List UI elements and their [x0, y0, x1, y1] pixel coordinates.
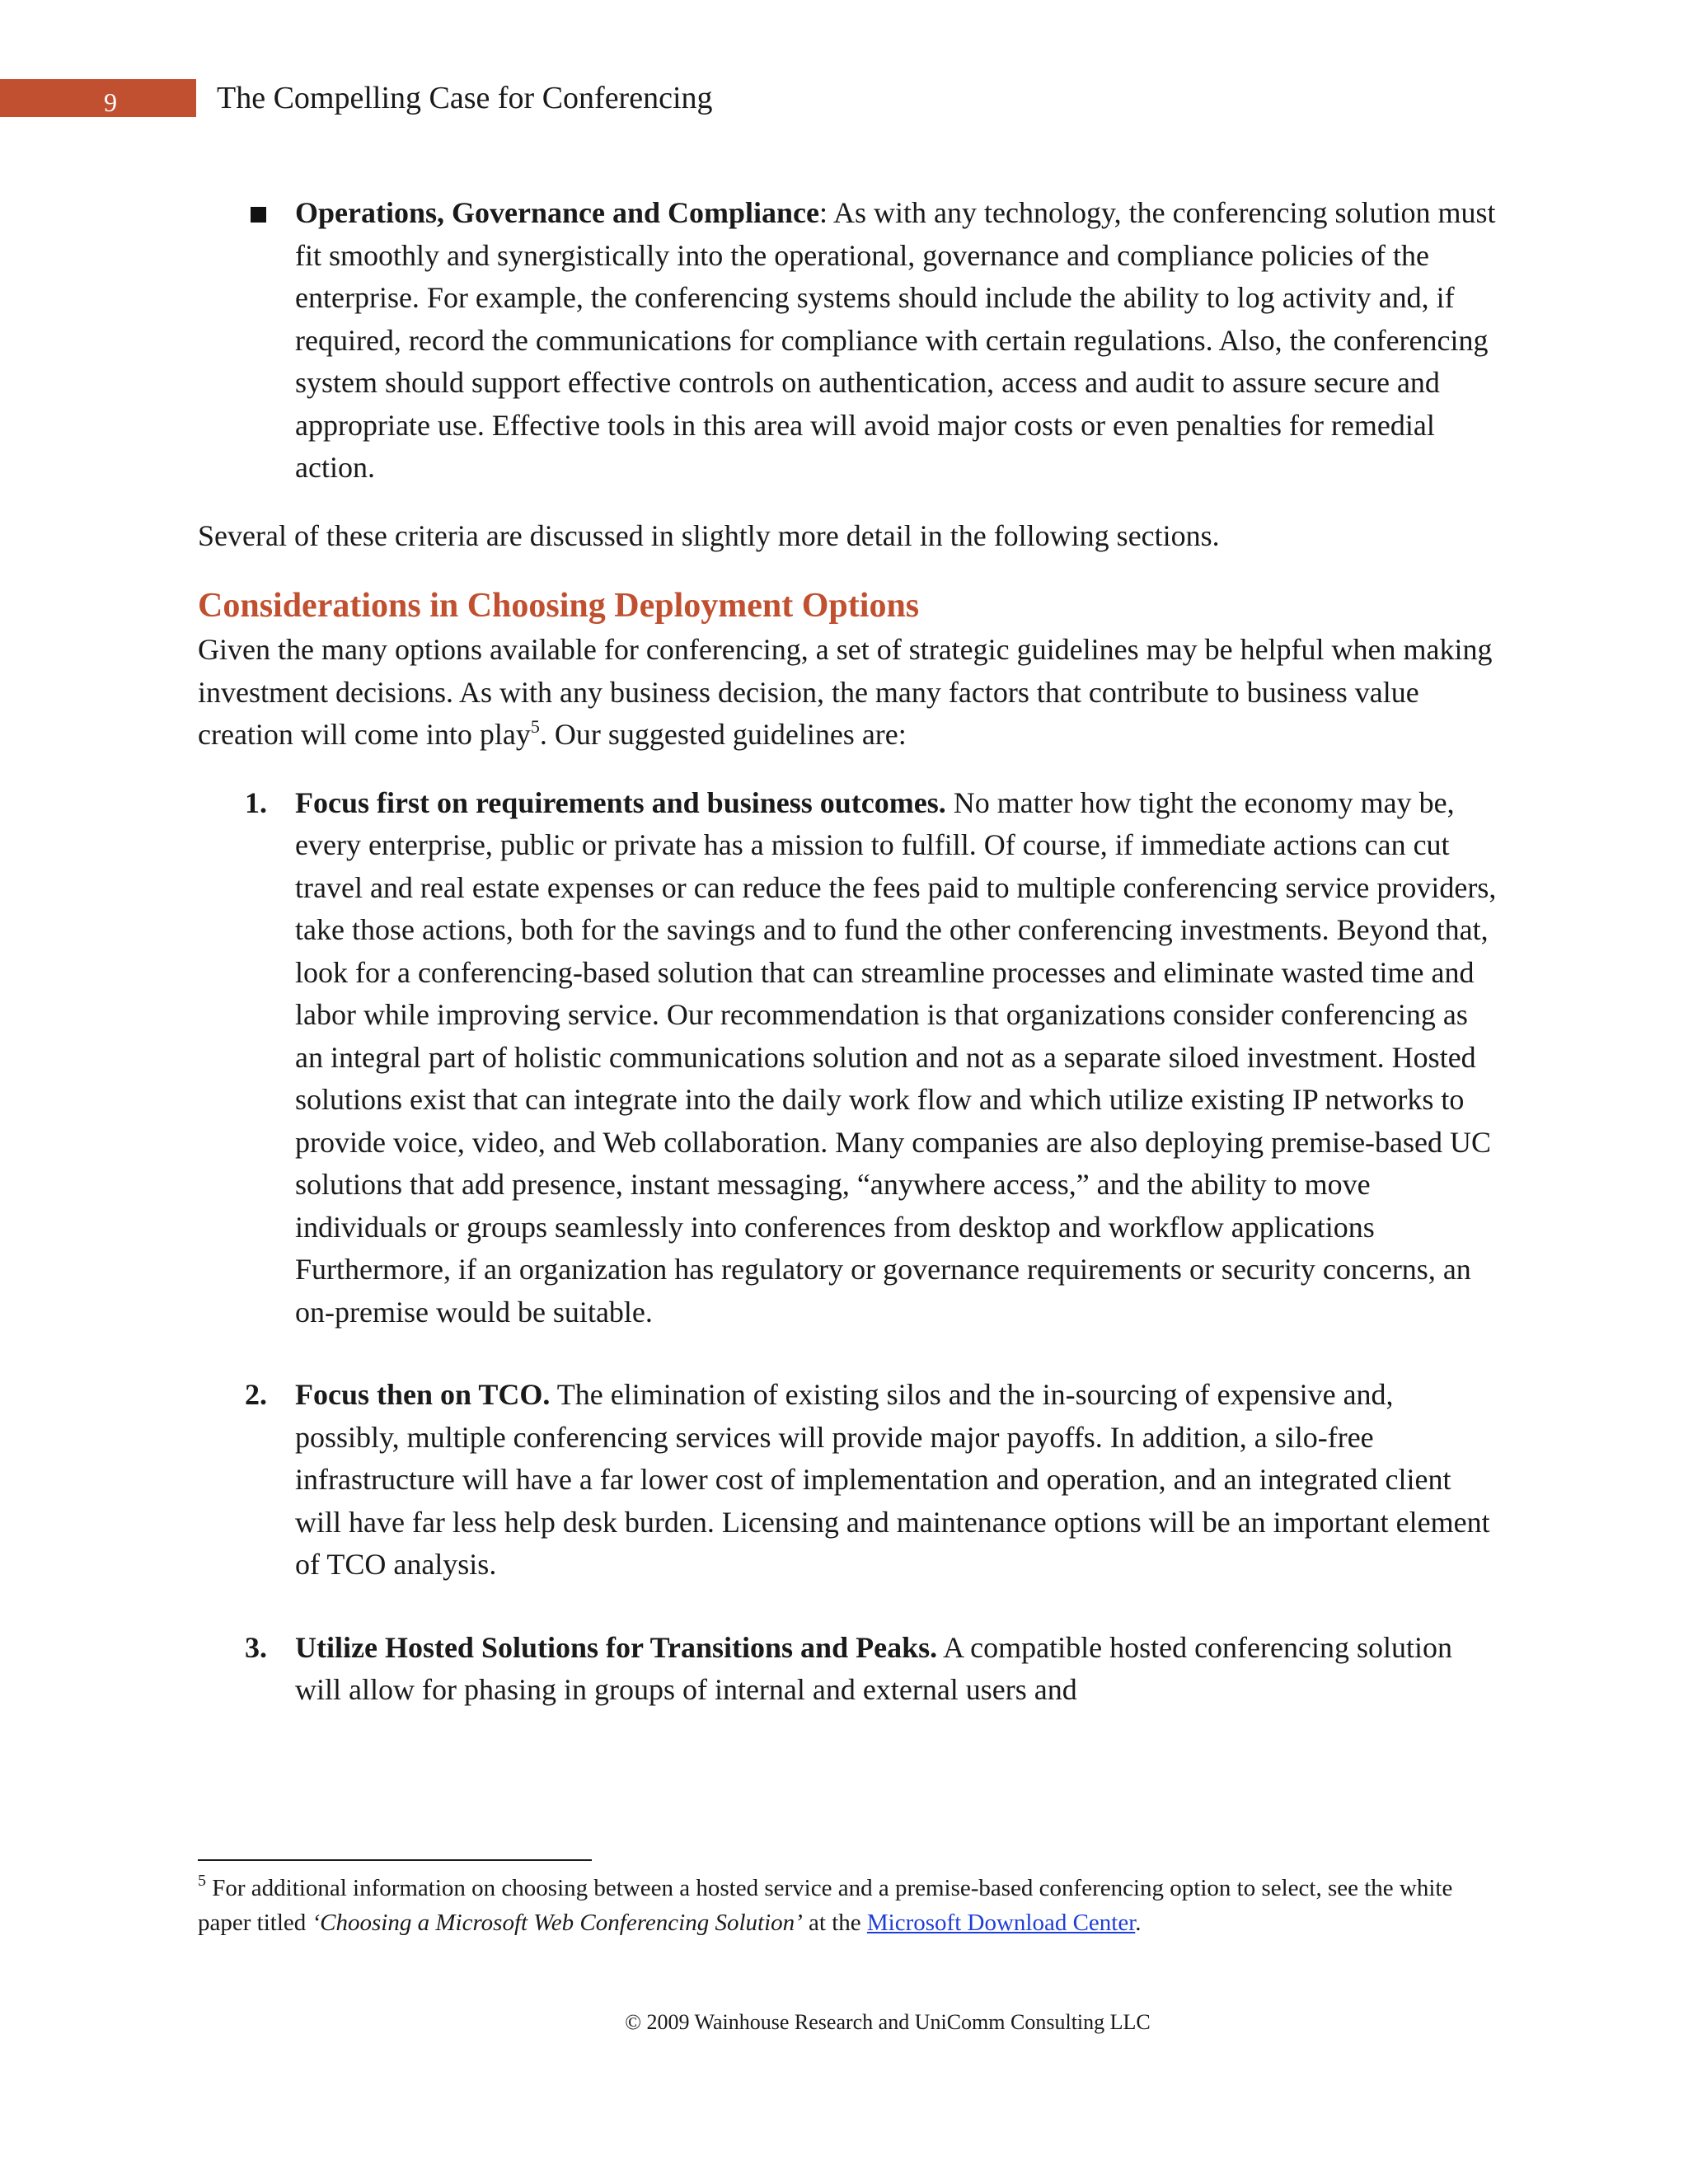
list-text: No matter how tight the economy may be, every enterprise, public or private has a mission to fulfill. Of course, if immediate actions can cut travel and real estate expenses or can reduce the fees paid to multiple conferencing service providers, take those actions, both for the savings and to fund the other conferencing investments. Beyond that, look for a conferencing-based solution that can streamline processes and eliminate wasted time and labor while improving service. Our recommendation is that organizations consider conferencing as an integral part of holistic communications solution and not as a separate siloed investment. Hosted solutions exist that can integrate into the daily work flow and which utilize existing IP networks to provide voice, video, and Web collaboration. Many companies are also deploying premise-based UC solutions that add presence, instant messaging, “anywhere access,” and the ability to move individuals or groups seamlessly into conferences from desktop and workflow applications Furthermore, if an organization has regulatory or governance requirements or security concerns, an on-premise would be suitable.: [295, 785, 1497, 1329]
list-item: [198, 782, 1500, 1334]
footnote-text-end: .: [1135, 1910, 1142, 1936]
section-heading: Considerations in Choosing Deployment Options: [198, 587, 920, 625]
main-content: [198, 192, 1500, 1712]
page-number: 9: [104, 87, 117, 117]
intro-text: Given the many options available for conferencing, a set of strategic guidelines may be helpful when making investment decisions. As with any business decision, the many factors that contribute to business value creation will come into play: [198, 633, 1493, 751]
list-number: 1.: [245, 785, 267, 819]
list-item: [198, 1627, 1500, 1712]
footnote-text: For additional information on choosing between a hosted service and a premise-based conferencing option to select, see the white paper titled: [198, 1875, 1453, 1936]
list-term: Utilize Hosted Solutions for Transitions and Peaks.: [295, 1630, 938, 1664]
document-title: The Compelling Case for Conferencing: [217, 81, 713, 115]
square-bullet-icon: [251, 207, 266, 223]
bullet-paragraph: [295, 192, 1500, 490]
footnote-text-mid: at the: [802, 1910, 867, 1936]
footnote-marker: 5: [198, 1872, 206, 1890]
list-paragraph: [295, 1374, 1500, 1586]
bullet-item-operations: [198, 192, 1500, 490]
list-text: The elimination of existing silos and the in-sourcing of expensive and, possibly, multiple conferencing services will provide major payoffs. In addition, a silo-free infrastructure will have a far lower cost of implementation and operation, and an integrated client will have far less help desk burden. Licensing and maintenance options will be an important element of TCO analysis.: [295, 1378, 1490, 1581]
bullet-term: Operations, Governance and Compliance: [295, 196, 819, 229]
list-number: 2.: [245, 1378, 267, 1411]
footnote-divider: [198, 1859, 592, 1861]
list-term: Focus then on TCO.: [295, 1378, 551, 1411]
list-item: [198, 1374, 1500, 1586]
list-number: 3.: [245, 1630, 267, 1664]
list-paragraph: [295, 1627, 1500, 1712]
bullet-text: : As with any technology, the conferencing solution must fit smoothly and synergistically into the operational, governance and compliance policies of the enterprise. For example, the conferencing systems should include the ability to log activity and, if required, record the communications for compliance with certain regulations. Also, the conferencing system should support effective controls on authentication, access and audit to assure secure and appropriate use. Effective tools in this area will avoid major costs or even penalties for remedial action.: [295, 196, 1496, 484]
list-paragraph: [295, 782, 1500, 1334]
section-intro: [198, 629, 1500, 757]
summary-paragraph: Several of these criteria are discussed in slightly more detail in the following sections.: [198, 518, 1220, 552]
intro-text-end: . Our suggested guidelines are:: [539, 718, 907, 751]
footnote-reference[interactable]: 5: [530, 716, 540, 737]
footnote: [198, 1871, 1500, 1940]
copyright-footer: © 2009 Wainhouse Research and UniComm Consulting LLC: [625, 2010, 1151, 2034]
list-text: A compatible hosted conferencing solution will allow for phasing in groups of internal and external users and: [295, 1630, 1452, 1706]
footnote-paper-title: ‘Choosing a Microsoft Web Conferencing Solution’: [312, 1910, 803, 1936]
microsoft-download-center-link[interactable]: Microsoft Download Center: [866, 1910, 1136, 1936]
list-term: Focus first on requirements and business outcomes.: [295, 785, 946, 819]
